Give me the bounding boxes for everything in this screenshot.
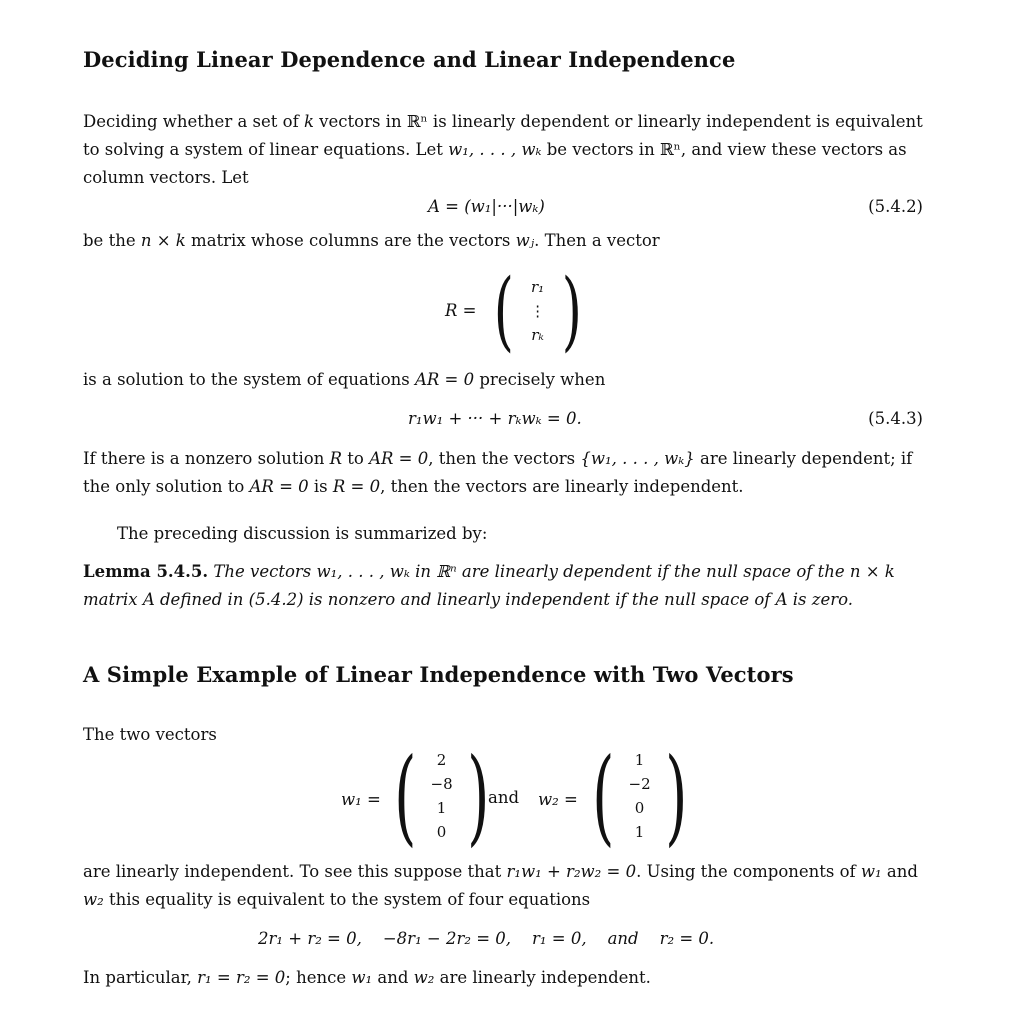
w1-column-vector: [385, 735, 498, 857]
right-paren: ): [664, 735, 688, 857]
w2-entry-2: −2: [628, 775, 651, 793]
conclusion-sentence: In particular, r₁ = r₂ = 0; hence w₁ and w₂ are linearly independent.: [83, 968, 651, 987]
w2-entry-4: 1: [634, 823, 645, 841]
left-paren: (: [394, 735, 417, 857]
right-paren: ): [561, 261, 582, 361]
w2-column-vector: [583, 735, 696, 857]
dependence-paragraph: If there is a nonzero solution R to AR = 0, then the vectors {w₁, . . . , wₖ} are linearly dependent; if the only solution to AR = 0 is R = 0, then the vectors are linearly independent.: [83, 449, 913, 496]
R-label: R =: [445, 301, 477, 320]
solution-sentence: is a solution to the system of equations AR = 0 precisely when: [83, 370, 606, 389]
equation-number-5-4-3: (5.4.3): [868, 409, 923, 428]
section-title-1: Deciding Linear Dependence and Linear Independence: [83, 47, 736, 72]
lemma-label: Lemma 5.4.5.: [83, 562, 209, 581]
w1-label: w₁ =: [341, 790, 381, 809]
w1-entry-3: 1: [436, 799, 447, 817]
independence-paragraph: are linearly independent. To see this suppose that r₁w₁ + r₂w₂ = 0. Using the components of w₁ and w₂ this equality is equivalent to the system of four equations: [83, 862, 918, 909]
section-title-2: A Simple Example of Linear Independence with Two Vectors: [83, 662, 794, 687]
system-of-equations: 2r₁ + r₂ = 0, −8r₁ − 2r₂ = 0, r₁ = 0, and r₂ = 0.: [258, 929, 715, 948]
R-entry-2: ⋮: [530, 302, 546, 320]
w2-entry-3: 0: [634, 799, 645, 817]
left-paren: (: [493, 261, 514, 361]
equation-5-4-3: r₁w₁ + ··· + rₖwₖ = 0.: [408, 409, 582, 428]
document-page: [83, 0, 923, 1022]
equation-number-5-4-2: (5.4.2): [868, 197, 923, 216]
lemma-text: The vectors w₁, . . . , wₖ in ℝⁿ are linearly dependent if the null space of the n × k matrix A defined in (5.4.2) is nonzero and linearly independent if the null space of A is zero.: [83, 562, 895, 609]
R-entry-3: rₖ: [531, 326, 544, 344]
right-paren: ): [466, 735, 490, 857]
R-entry-1: r₁: [530, 278, 545, 296]
intro-paragraph: Deciding whether a set of k vectors in ℝⁿ is linearly dependent or linearly independent is equivalent to solving a system of linear equations. Let w₁, . . . , wₖ be vectors in ℝⁿ, and view these vectors as column vectors. Let: [83, 112, 923, 187]
lemma-5-4-5: [83, 558, 923, 614]
matrix-description: be the n × k matrix whose columns are the vectors wⱼ. Then a vector: [83, 231, 660, 250]
w1-entry-4: 0: [436, 823, 447, 841]
w2-label: w₂ =: [538, 790, 578, 809]
w1-entry-2: −8: [430, 775, 453, 793]
example-intro: The two vectors: [83, 725, 217, 744]
w1-entry-1: 2: [436, 751, 447, 769]
summary-sentence: The preceding discussion is summarized by:: [117, 524, 488, 543]
and-word: and: [488, 788, 520, 807]
equation-5-4-2: A = (w₁|···|wₖ): [428, 197, 545, 216]
R-column-vector: [487, 261, 588, 361]
left-paren: (: [592, 735, 615, 857]
w2-entry-1: 1: [634, 751, 645, 769]
